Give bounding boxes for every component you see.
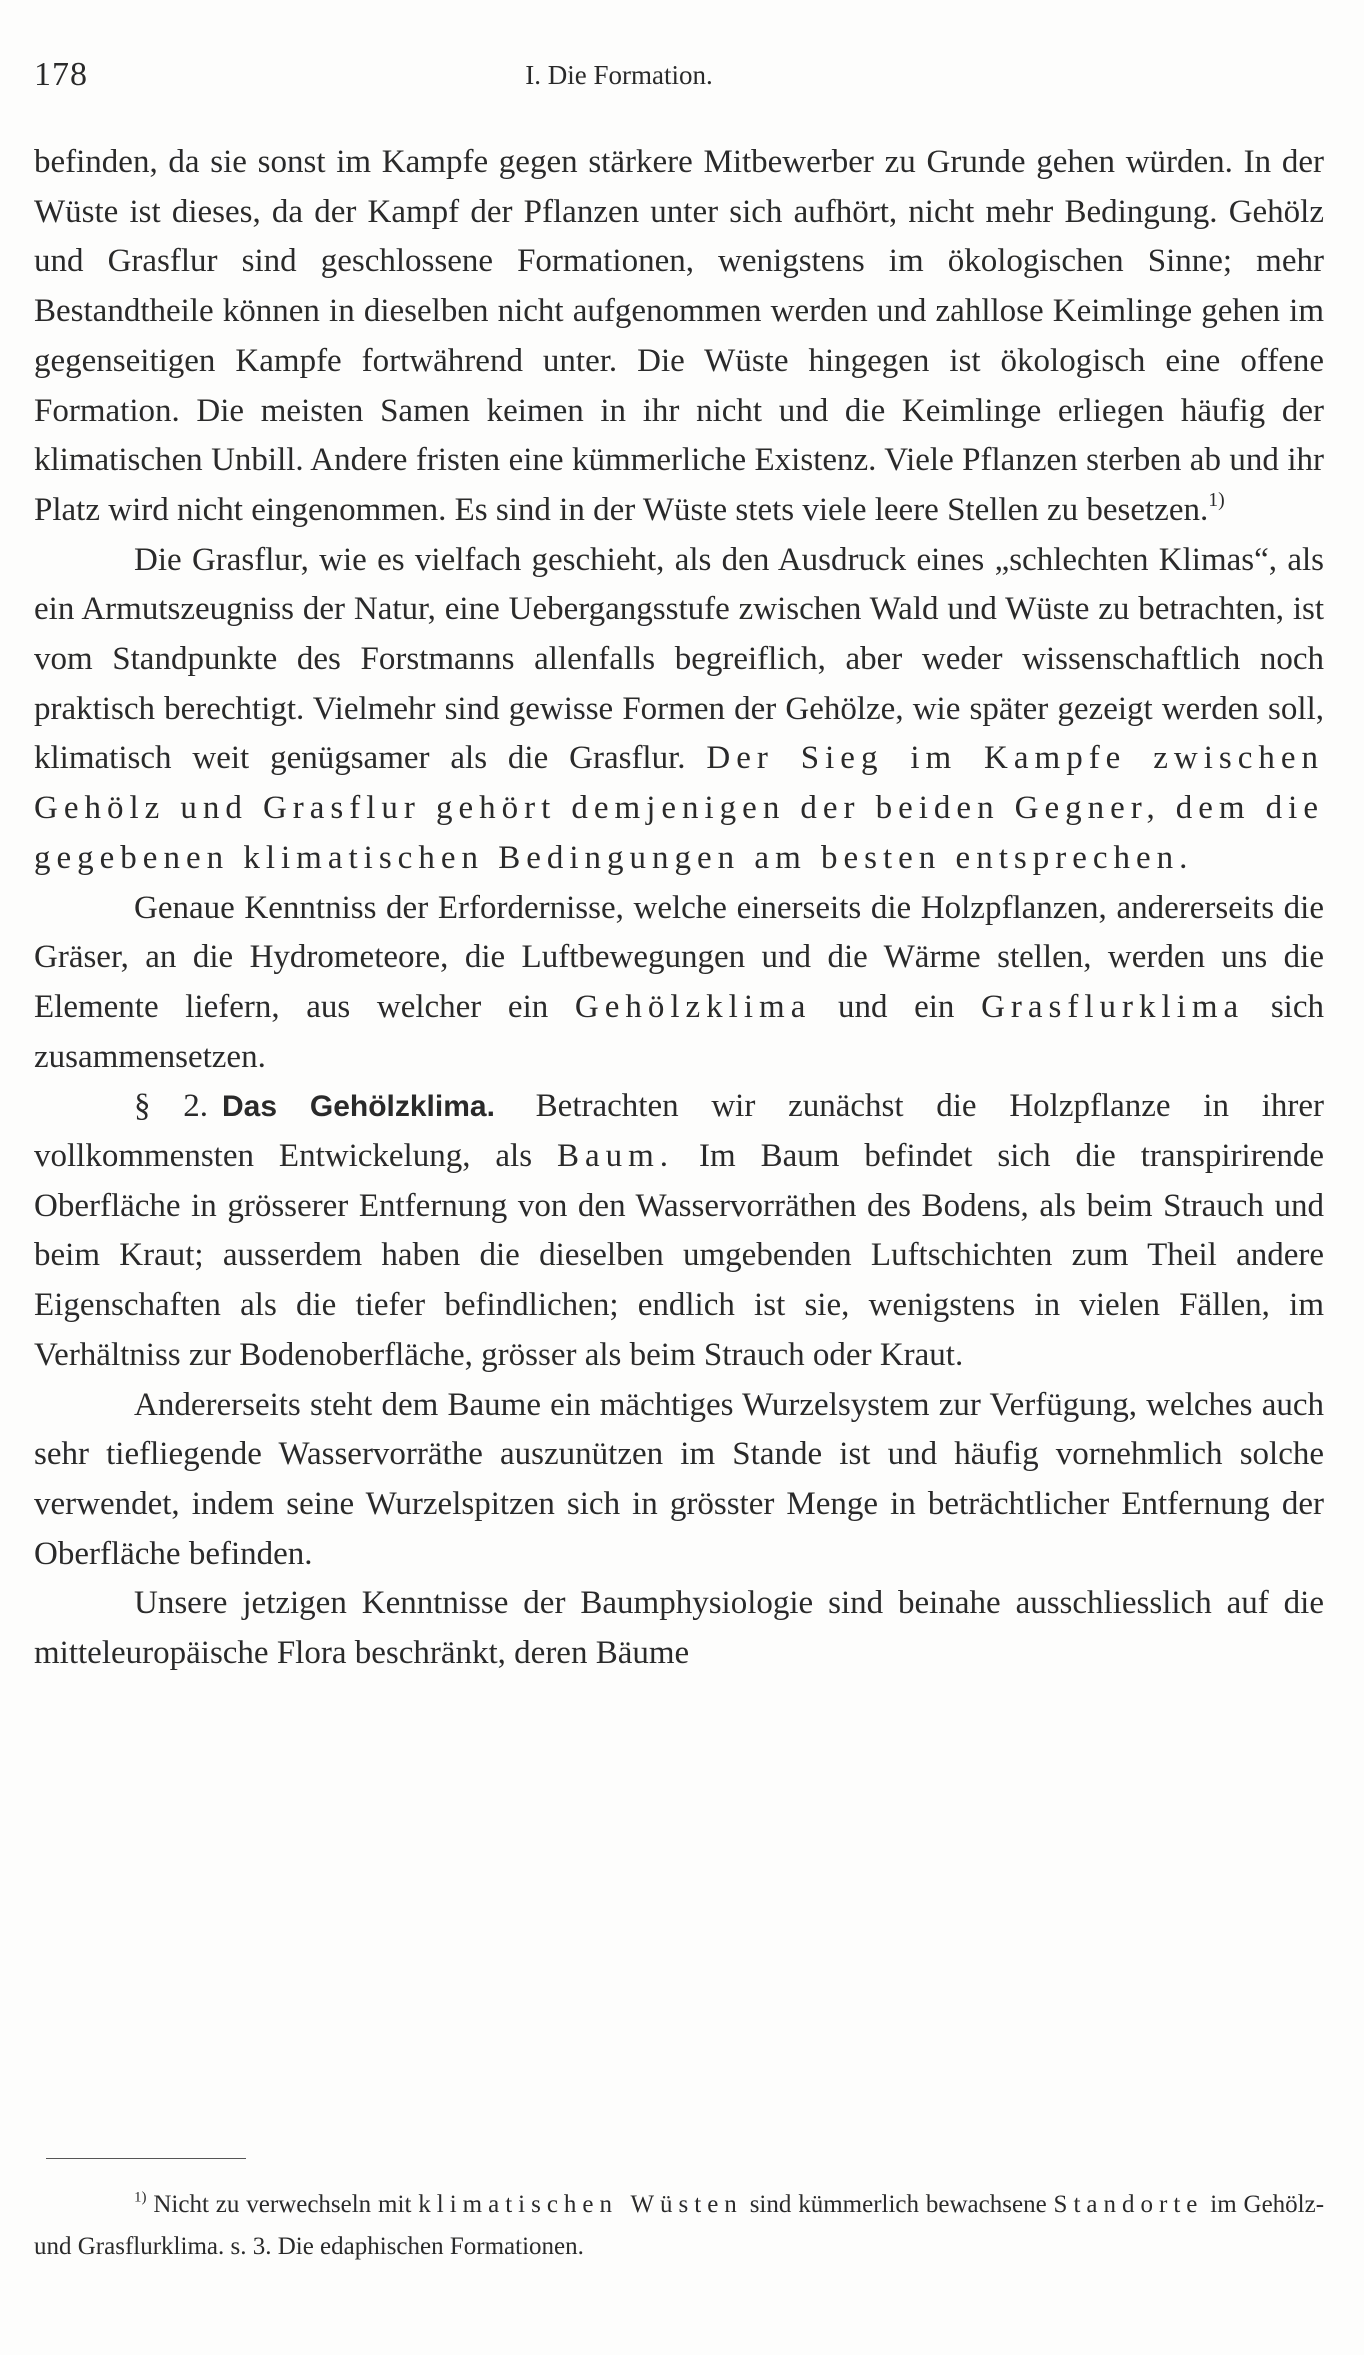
paragraph-3-text-a: Genaue Kenntniss der Erfordernisse, welche einerseits die Holzpflanzen, andererseits die Gräser, an die Hydrometeore, die Luftbewegungen und die Wärme stellen, werden uns die Elemente liefern, aus welcher ein: [34, 889, 1324, 1025]
paragraph-6-text: Unsere jetzigen Kenntnisse der Baumphysiologie sind beinahe ausschliesslich auf die mitteleuropäische Flora beschränkt, deren Bäume: [34, 1585, 1324, 1672]
footnote-term: klimatischen Wüsten: [418, 2191, 743, 2218]
paragraph-4-text-a: Betrachten wir zunächst die Holzpflanze in ihrer vollkommensten Entwickelung, als: [34, 1088, 1325, 1175]
footnote-marker: 1): [134, 2189, 147, 2206]
section-title: Das Gehölzklima.: [222, 1090, 495, 1124]
section-number: § 2.: [134, 1088, 208, 1125]
page-number: 178: [34, 56, 88, 93]
paragraph-1-text: befinden, da sie sonst im Kampfe gegen stärkere Mitbewerber zu Grunde gehen würden. In der Wüste ist dieses, da der Kampf der Pflanzen unter sich aufhört, nicht mehr Bedingung. Gehölz und Grasflur sind geschlossene Formationen, wenigstens im ökologischen Sinne; mehr Bestandtheile können in dieselben nicht aufgenommen werden und zahllose Keimlinge gehen im gegenseitigen Kampfe fortwährend unter. Die Wüste hingegen ist ökologisch eine offene Formation. Die meisten Samen keimen in ihr nicht und die Keimlinge erliegen häufig der klimatischen Unbill. Andere fristen eine kümmerliche Existenz. Viele Pflanzen sterben ab und ihr Platz wird nicht eingenommen. Es sind in der Wüste stets viele leere Stellen zu besetzen.: [34, 144, 1324, 528]
paragraph-2-text: Die Grasflur, wie es vielfach geschieht, als den Ausdruck eines „schlechten Klimas“, als ein Armutszeugniss der Natur, eine Uebergangsstufe zwischen Wald und Wüste zu betrachten, ist vom Standpunkte des Forstmanns allenfalls begreiflich, aber weder wissenschaftlich noch praktisch berechtigt. Vielmehr sind gewisse Formen der Gehölze, wie später gezeigt werden soll, klimatisch weit genügsamer als die Grasflur.: [34, 541, 1324, 777]
footnote-text-b: sind kümmerlich bewachsene: [749, 2191, 1047, 2218]
paragraph-2: [34, 536, 1324, 884]
footnote: [34, 2184, 1324, 2268]
paragraph-5: [34, 1381, 1324, 1580]
paragraph-4: [34, 1082, 1324, 1380]
paragraph-3-text-end: sich zusammensetzen.: [34, 988, 1324, 1075]
footnote-text-a: Nicht zu verwechseln mit: [153, 2191, 412, 2218]
running-head: I. Die Formation.: [525, 60, 713, 90]
page-header: [34, 56, 1324, 100]
paragraph-6: [34, 1579, 1324, 1678]
term-gehoelzklima: Gehölzklima: [574, 988, 812, 1025]
footnote-term-2: Standorte: [1053, 2191, 1204, 2218]
term-baum: Baum.: [556, 1138, 675, 1175]
paragraph-2-emphasis: Der Sieg im Kampfe zwischen Gehölz und Grasflur gehört demjenigen der beiden Gegner, dem die gegebenen klimatischen Bedingungen am besten entsprechen.: [34, 740, 1324, 876]
footnote-paragraph: [34, 2184, 1324, 2268]
paragraph-1: [34, 138, 1324, 536]
paragraph-4-text-b: Im Baum befindet sich die transpirirende Oberfläche in grösserer Entfernung von den Wasservorräthen des Bodens, als beim Strauch und beim Kraut; ausserdem haben die dieselben umgebenden Luftschichten zum Theil andere Eigenschaften als die tiefer befindlichen; endlich ist sie, wenigstens in vielen Fällen, im Verhältniss zur Bodenoberfläche, grösser als beim Strauch oder Kraut.: [34, 1138, 1324, 1373]
footnote-divider: [46, 2158, 246, 2159]
footnote-reference[interactable]: 1): [1208, 489, 1225, 512]
term-grasflurklima: Grasflurklima: [981, 988, 1245, 1025]
paragraph-3: [34, 884, 1324, 1083]
footnote-text-c: im Gehölz- und Grasflurklima. s. 3. Die edaphischen Formationen.: [34, 2191, 1325, 2260]
paragraph-5-text: Andererseits steht dem Baume ein mächtiges Wurzelsystem zur Verfügung, welches auch sehr tiefliegende Wasservorräthe auszunützen im Stande ist und häufig vornehmlich solche verwendet, indem seine Wurzelspitzen sich in grösster Menge in beträchtlicher Entfernung der Oberfläche befinden.: [34, 1386, 1324, 1572]
paragraph-3-text-mid: und ein: [837, 988, 955, 1025]
body-text: [34, 138, 1324, 1679]
